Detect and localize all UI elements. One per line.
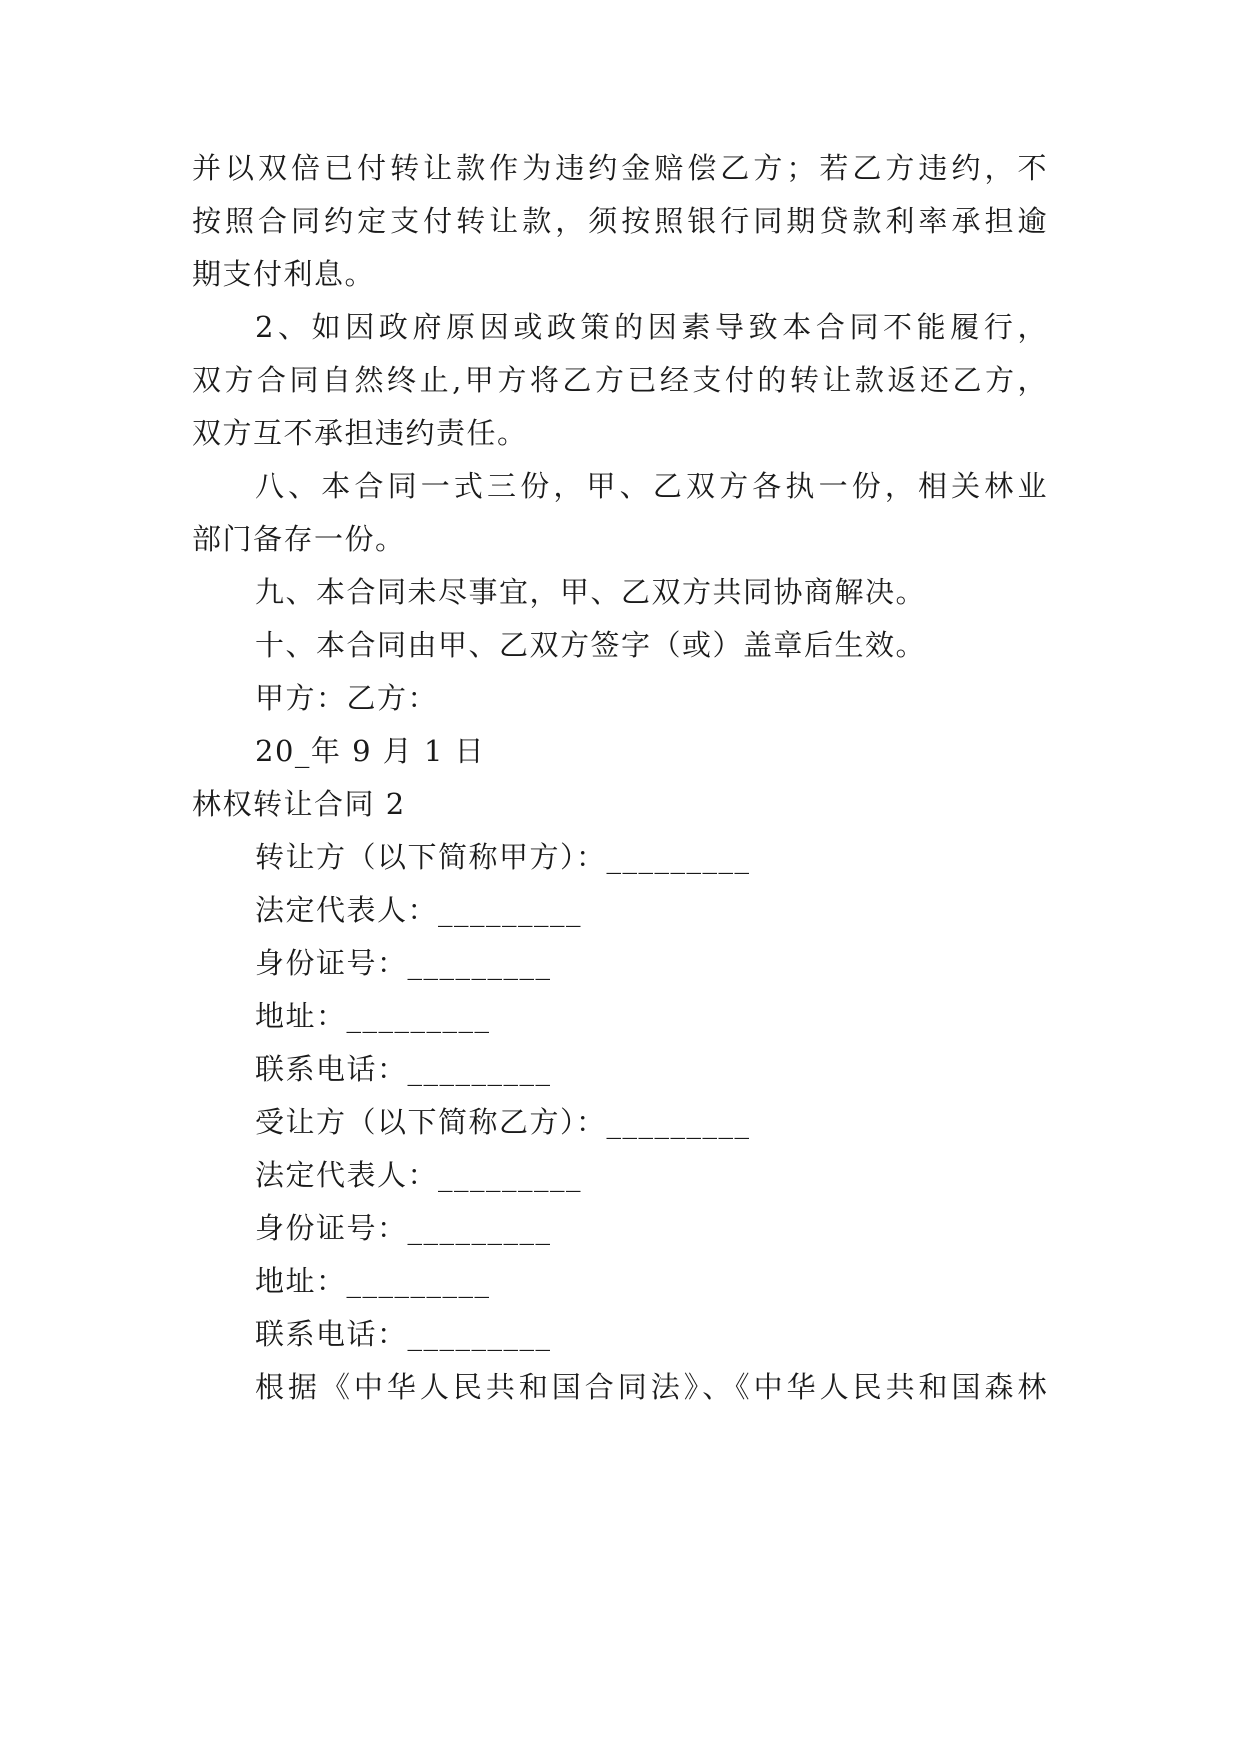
paragraph-line: 根据《中华人民共和国合同法》、《中华人民共和国森林 — [255, 1370, 1048, 1404]
signature-parties: 甲方：乙方： — [255, 681, 439, 715]
paragraph-line: 双方互不承担违约责任。 — [192, 416, 528, 450]
form-field-line: 联系电话：_________ — [255, 1052, 552, 1086]
paragraph-line: 按照合同约定支付转让款，须按照银行同期贷款利率承担逾 — [192, 204, 1048, 238]
form-field-line: 转让方（以下简称甲方）：_________ — [255, 840, 751, 874]
form-field-line: 地址：_________ — [255, 1264, 491, 1298]
paragraph-line: 期支付利息。 — [192, 257, 376, 291]
paragraph-line: 十、本合同由甲、乙双方签字（或）盖章后生效。 — [255, 628, 927, 662]
form-field-line: 法定代表人：_________ — [255, 1158, 583, 1192]
form-field-line: 受让方（以下简称乙方）：_________ — [255, 1105, 751, 1139]
form-field-line: 法定代表人：_________ — [255, 893, 583, 927]
section-title: 林权转让合同 2 — [192, 787, 406, 821]
form-field-line: 身份证号：_________ — [255, 946, 552, 980]
form-field-line: 联系电话：_________ — [255, 1317, 552, 1351]
paragraph-line: 八、本合同一式三份，甲、乙双方各执一份，相关林业 — [255, 469, 1048, 503]
contract-date: 20_年 9 月 1 日 — [255, 734, 486, 768]
form-field-line: 身份证号：_________ — [255, 1211, 552, 1245]
paragraph-line: 部门备存一份。 — [192, 522, 406, 556]
paragraph-line: 双方合同自然终止,甲方将乙方已经支付的转让款返还乙方， — [192, 363, 1048, 397]
paragraph-line: 2、如因政府原因或政策的因素导致本合同不能履行， — [255, 310, 1048, 344]
paragraph-line: 并以双倍已付转让款作为违约金赔偿乙方；若乙方违约，不 — [192, 151, 1048, 185]
paragraph-line: 九、本合同未尽事宜，甲、乙双方共同协商解决。 — [255, 575, 927, 609]
form-field-line: 地址：_________ — [255, 999, 491, 1033]
